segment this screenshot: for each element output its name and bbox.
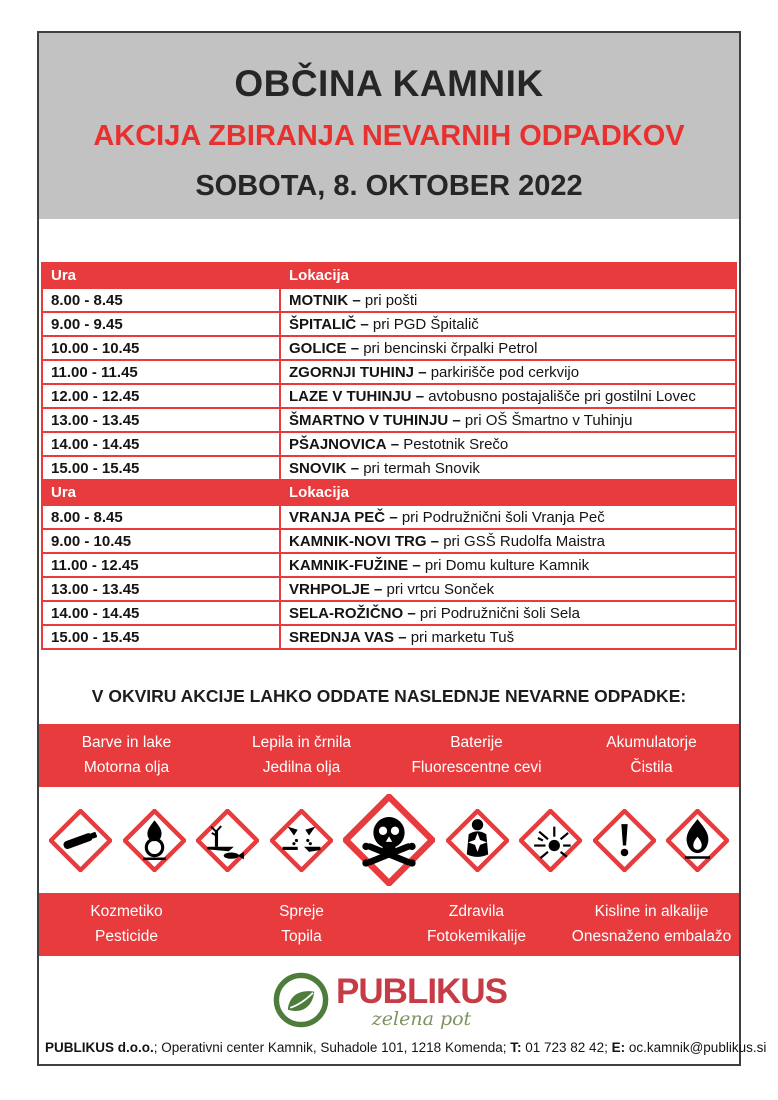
schedule-row bbox=[42, 529, 736, 553]
schedule-row bbox=[42, 505, 736, 529]
waste-category-label: Akumulatorje bbox=[606, 734, 697, 751]
location-name: KAMNIK-FUŽINE bbox=[289, 556, 409, 574]
location-dash: – bbox=[452, 411, 461, 429]
waste-category-label: Kisline in alkalije bbox=[594, 903, 709, 920]
location-desc: pri Domu kulture Kamnik bbox=[424, 556, 590, 574]
location-desc: pri termah Snovik bbox=[363, 459, 480, 477]
event-date: SOBOTA, 8. OKTOBER 2022 bbox=[195, 170, 583, 202]
location-name: GOLICE bbox=[289, 339, 347, 357]
waste-categories-top-bar bbox=[39, 724, 739, 787]
campaign-subtitle: AKCIJA ZBIRANJA NEVARNIH ODPADKOV bbox=[93, 120, 685, 152]
row-location bbox=[280, 312, 736, 336]
schedule-row bbox=[42, 432, 736, 456]
ghs-environment-icon bbox=[196, 809, 259, 872]
location-dash: – bbox=[398, 628, 407, 646]
row-location bbox=[280, 288, 736, 312]
schedule-row bbox=[42, 601, 736, 625]
location-desc: pri OŠ Šmartno v Tuhinju bbox=[464, 411, 633, 429]
location-dash: – bbox=[374, 580, 383, 598]
waste-category-label: Kozmetiko bbox=[90, 903, 163, 920]
row-location bbox=[280, 360, 736, 384]
row-location bbox=[280, 577, 736, 601]
location-name: ZGORNJI TUHINJ bbox=[289, 363, 415, 381]
schedule-section bbox=[41, 262, 737, 650]
location-desc: Pestotnik Srečo bbox=[403, 435, 509, 453]
schedule-row bbox=[42, 384, 736, 408]
location-desc: parkirišče pod cerkvijo bbox=[430, 363, 580, 381]
waste-category-label: Baterije bbox=[450, 734, 503, 751]
location-dash: – bbox=[412, 556, 421, 574]
footer-email: oc.kamnik@publikus.si bbox=[625, 1040, 767, 1055]
footer-phone: 01 723 82 42; bbox=[521, 1040, 612, 1055]
location-name: VRANJA PEČ bbox=[289, 508, 386, 526]
waste-category-label: Spreje bbox=[279, 903, 324, 920]
row-time: 8.00 - 8.45 bbox=[42, 288, 280, 312]
location-name: LAZE V TUHINJU bbox=[289, 387, 412, 405]
row-time: 9.00 - 10.45 bbox=[42, 529, 280, 553]
row-location bbox=[280, 432, 736, 456]
schedule-table bbox=[41, 262, 737, 650]
location-name: SREDNJA VAS bbox=[289, 628, 395, 646]
location-name: PŠAJNOVICA bbox=[289, 435, 387, 453]
publikus-wordmark bbox=[336, 970, 507, 1028]
column-header: Ura bbox=[42, 480, 280, 505]
row-time: 14.00 - 14.45 bbox=[42, 432, 280, 456]
waste-category-label: Čistila bbox=[630, 759, 673, 776]
location-name: VRHPOLJE bbox=[289, 580, 370, 598]
row-time: 11.00 - 12.45 bbox=[42, 553, 280, 577]
row-location bbox=[280, 553, 736, 577]
location-desc: pri vrtcu Sonček bbox=[386, 580, 495, 598]
waste-category-label: Fluorescentne cevi bbox=[411, 759, 542, 776]
location-desc: pri PGD Špitalič bbox=[372, 315, 479, 333]
publikus-logo bbox=[39, 970, 739, 1035]
waste-category-label: Lepila in črnila bbox=[251, 734, 352, 751]
schedule-row bbox=[42, 288, 736, 312]
location-name: SNOVIK bbox=[289, 459, 347, 477]
hazard-pictograms-row bbox=[39, 787, 739, 893]
row-time: 11.00 - 11.45 bbox=[42, 360, 280, 384]
location-dash: – bbox=[418, 363, 427, 381]
schedule-header-row bbox=[42, 480, 736, 505]
ghs-exploding-bomb-icon bbox=[519, 809, 582, 872]
location-desc: pri Podružnični šoli Sela bbox=[419, 604, 580, 622]
page-title: OBČINA KAMNIK bbox=[234, 63, 544, 104]
location-dash: – bbox=[352, 291, 361, 309]
ghs-health-hazard-icon bbox=[446, 809, 509, 872]
footer-email-label: E: bbox=[611, 1040, 626, 1055]
waste-category-label: Topila bbox=[281, 928, 322, 945]
waste-categories-bottom-bar bbox=[39, 893, 739, 956]
row-location bbox=[280, 505, 736, 529]
schedule-row bbox=[42, 577, 736, 601]
location-dash: – bbox=[390, 435, 400, 453]
location-name: SELA-ROŽIČNO bbox=[289, 604, 404, 622]
row-time: 12.00 - 12.45 bbox=[42, 384, 280, 408]
column-header: Lokacija bbox=[280, 480, 736, 505]
row-location bbox=[280, 408, 736, 432]
header-banner bbox=[39, 33, 739, 219]
location-dash: – bbox=[430, 532, 440, 550]
footer-phone-label: T: bbox=[510, 1040, 522, 1055]
brand-tagline: zelena pot bbox=[371, 1008, 472, 1030]
schedule-header-row bbox=[42, 263, 736, 288]
row-location bbox=[280, 529, 736, 553]
row-time: 8.00 - 8.45 bbox=[42, 505, 280, 529]
schedule-row bbox=[42, 408, 736, 432]
ghs-flame-over-circle-icon bbox=[123, 809, 186, 872]
row-location bbox=[280, 625, 736, 649]
row-time: 15.00 - 15.45 bbox=[42, 456, 280, 480]
schedule-row bbox=[42, 625, 736, 649]
row-location bbox=[280, 336, 736, 360]
location-desc: pri Podružnični šoli Vranja Peč bbox=[401, 508, 605, 526]
location-desc: pri marketu Tuš bbox=[410, 628, 515, 646]
location-dash: – bbox=[389, 508, 398, 526]
ghs-flame-icon bbox=[666, 809, 729, 872]
location-dash: – bbox=[415, 387, 425, 405]
waste-category-label: Jedilna olja bbox=[262, 759, 341, 776]
location-dash: – bbox=[407, 604, 416, 622]
waste-category-label: Zdravila bbox=[448, 903, 505, 920]
row-time: 10.00 - 10.45 bbox=[42, 336, 280, 360]
ghs-skull-crossbones-icon bbox=[343, 794, 435, 886]
ghs-corrosive-icon bbox=[270, 809, 333, 872]
location-desc: pri GSŠ Rudolfa Maistra bbox=[443, 532, 605, 550]
column-header: Ura bbox=[42, 263, 280, 288]
row-location bbox=[280, 384, 736, 408]
schedule-row bbox=[42, 456, 736, 480]
row-location bbox=[280, 601, 736, 625]
waste-category-label: Onesnaženo embalažo bbox=[571, 928, 732, 945]
location-desc: avtobusno postajališče pri gostilni Lovec bbox=[428, 387, 696, 405]
row-time: 14.00 - 14.45 bbox=[42, 601, 280, 625]
footer-contact bbox=[39, 1040, 767, 1064]
location-name: ŠPITALIČ bbox=[289, 315, 357, 333]
brand-name: PUBLIKUS bbox=[336, 972, 507, 1011]
waste-category-label: Fotokemikalije bbox=[426, 928, 527, 945]
waste-category-label: Barve in lake bbox=[81, 734, 172, 751]
row-location bbox=[280, 456, 736, 480]
schedule-row bbox=[42, 553, 736, 577]
ghs-exclamation-mark-icon bbox=[593, 809, 656, 872]
location-name: KAMNIK-NOVI TRG bbox=[289, 532, 427, 550]
column-header: Lokacija bbox=[280, 263, 736, 288]
location-desc: pri bencinski črpalki Petrol bbox=[363, 339, 538, 357]
row-time: 9.00 - 9.45 bbox=[42, 312, 280, 336]
schedule-row bbox=[42, 312, 736, 336]
footer-company: PUBLIKUS d.o.o. bbox=[45, 1040, 154, 1055]
flyer-frame bbox=[37, 31, 767, 1066]
schedule-row bbox=[42, 360, 736, 384]
publikus-leaf-icon bbox=[271, 970, 331, 1035]
footer-address: Operativni center Kamnik, Suhadole 101, 1218 Komenda; bbox=[161, 1040, 511, 1055]
footer-separator: ; bbox=[153, 1040, 162, 1055]
ghs-gas-cylinder-icon bbox=[49, 809, 112, 872]
waste-section-heading: V OKVIRU AKCIJE LAHKO ODDATE NASLEDNJE NEVARNE ODPADKE: bbox=[91, 686, 687, 706]
location-dash: – bbox=[350, 459, 360, 477]
waste-category-label: Pesticide bbox=[95, 928, 158, 945]
row-time: 13.00 - 13.45 bbox=[42, 577, 280, 601]
location-dash: – bbox=[350, 339, 360, 357]
row-time: 15.00 - 15.45 bbox=[42, 625, 280, 649]
waste-category-label: Motorna olja bbox=[83, 759, 170, 776]
location-dash: – bbox=[360, 315, 369, 333]
location-name: ŠMARTNO V TUHINJU bbox=[289, 411, 449, 429]
row-time: 13.00 - 13.45 bbox=[42, 408, 280, 432]
location-name: MOTNIK bbox=[289, 291, 349, 309]
schedule-row bbox=[42, 336, 736, 360]
location-desc: pri pošti bbox=[364, 291, 418, 309]
